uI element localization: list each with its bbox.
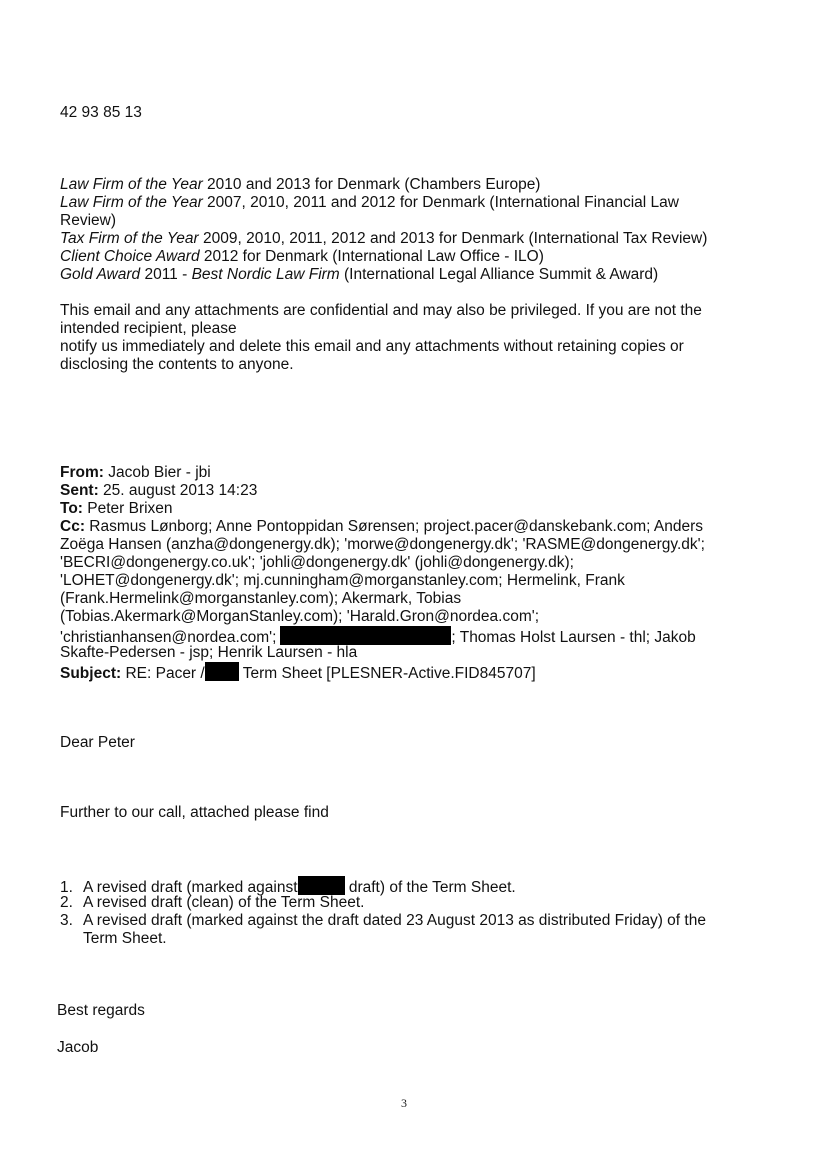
list-number: 2. [60, 894, 73, 911]
redaction-block [298, 876, 345, 895]
sent-row [60, 482, 257, 500]
cc-text: 'christianhansen@nordea.com'; [60, 629, 277, 646]
award-title: Best Nordic Law Firm [191, 266, 340, 283]
award-detail: Review) [60, 212, 116, 229]
intro-text: Further to our call, attached please find [60, 804, 329, 821]
redaction-block [205, 662, 239, 681]
closing: Best regards [57, 1002, 145, 1019]
sent-label: Sent: [60, 482, 99, 499]
award-line-3 [60, 212, 116, 230]
signature: Jacob [57, 1039, 99, 1056]
from-value: Jacob Bier - jbi [103, 464, 211, 481]
to-value: Peter Brixen [82, 500, 173, 517]
award-line-2 [60, 194, 679, 212]
disclaimer-line: intended recipient, please [60, 320, 237, 337]
list-item [60, 894, 364, 912]
cc-line: 'BECRI@dongenergy.co.uk'; 'johli@dongenergy.dk' (johli@dongenergy.dk); [60, 554, 574, 571]
list-text: draft) of the Term Sheet. [344, 879, 516, 896]
list-number: 1. [60, 879, 73, 896]
subject-row [60, 662, 536, 683]
award-detail: 2007, 2010, 2011 and 2012 for Denmark (International Financial Law [202, 194, 679, 211]
list-item-continuation: Term Sheet. [83, 930, 167, 947]
award-title: Gold Award [60, 266, 141, 283]
disclaimer-line: This email and any attachments are confidential and may also be privileged. If you are not the [60, 302, 702, 319]
disclaimer-line: notify us immediately and delete this email and any attachments without retaining copies or [60, 338, 684, 355]
phone-number: 42 93 85 13 [60, 104, 142, 121]
award-line-1 [60, 176, 540, 194]
greeting: Dear Peter [60, 734, 135, 751]
award-detail: 2010 and 2013 for Denmark (Chambers Europe) [202, 176, 541, 193]
award-title: Law Firm of the Year [60, 194, 203, 211]
list-item [60, 912, 706, 930]
award-detail: 2012 for Denmark (International Law Office - ILO) [199, 248, 544, 265]
cc-row [60, 518, 703, 536]
list-text: A revised draft (marked against the draft dated 23 August 2013 as distributed Friday) of the [83, 912, 706, 929]
list-number: 3. [60, 912, 73, 929]
award-title: Tax Firm of the Year [60, 230, 199, 247]
cc-line: Zoëga Hansen (anzha@dongenergy.dk); 'morwe@dongenergy.dk'; 'RASME@dongenergy.dk'; [60, 536, 705, 553]
award-title: Law Firm of the Year [60, 176, 203, 193]
cc-line: (Frank.Hermelink@morganstanley.com); Akermark, Tobias [60, 590, 462, 607]
award-detail: (International Legal Alliance Summit & Award) [339, 266, 659, 283]
from-row [60, 464, 211, 482]
page-number: 3 [401, 1096, 407, 1110]
award-line-6 [60, 266, 658, 284]
subject-label: Subject: [60, 665, 122, 682]
to-label: To: [60, 500, 83, 517]
cc-line: (Tobias.Akermark@MorganStanley.com); 'Harald.Gron@nordea.com'; [60, 608, 540, 625]
award-detail: 2009, 2010, 2011, 2012 and 2013 for Denmark (International Tax Review) [198, 230, 708, 247]
cc-label: Cc: [60, 518, 85, 535]
award-line-5 [60, 248, 544, 266]
cc-line: 'LOHET@dongenergy.dk'; mj.cunningham@morganstanley.com; Hermelink, Frank [60, 572, 625, 589]
redaction-block [280, 626, 451, 645]
to-row [60, 500, 173, 518]
list-text: A revised draft (marked against [83, 879, 298, 896]
award-line-4 [60, 230, 707, 248]
subject-text: RE: Pacer / [121, 665, 205, 682]
award-detail: 2011 - [140, 266, 192, 283]
cc-line: Skafte-Pedersen - jsp; Henrik Laursen - hla [60, 644, 358, 661]
cc-text: ; Thomas Holst Laursen - thl; Jakob [451, 629, 696, 646]
cc-value: Rasmus Lønborg; Anne Pontoppidan Sørensen; project.pacer@danskebank.com; Anders [84, 518, 703, 535]
award-title: Client Choice Award [60, 248, 200, 265]
list-text: A revised draft (clean) of the Term Sheet. [83, 894, 365, 911]
disclaimer-line: disclosing the contents to anyone. [60, 356, 294, 373]
sent-value: 25. august 2013 14:23 [98, 482, 258, 499]
subject-text: Term Sheet [PLESNER-Active.FID845707] [238, 665, 536, 682]
from-label: From: [60, 464, 104, 481]
